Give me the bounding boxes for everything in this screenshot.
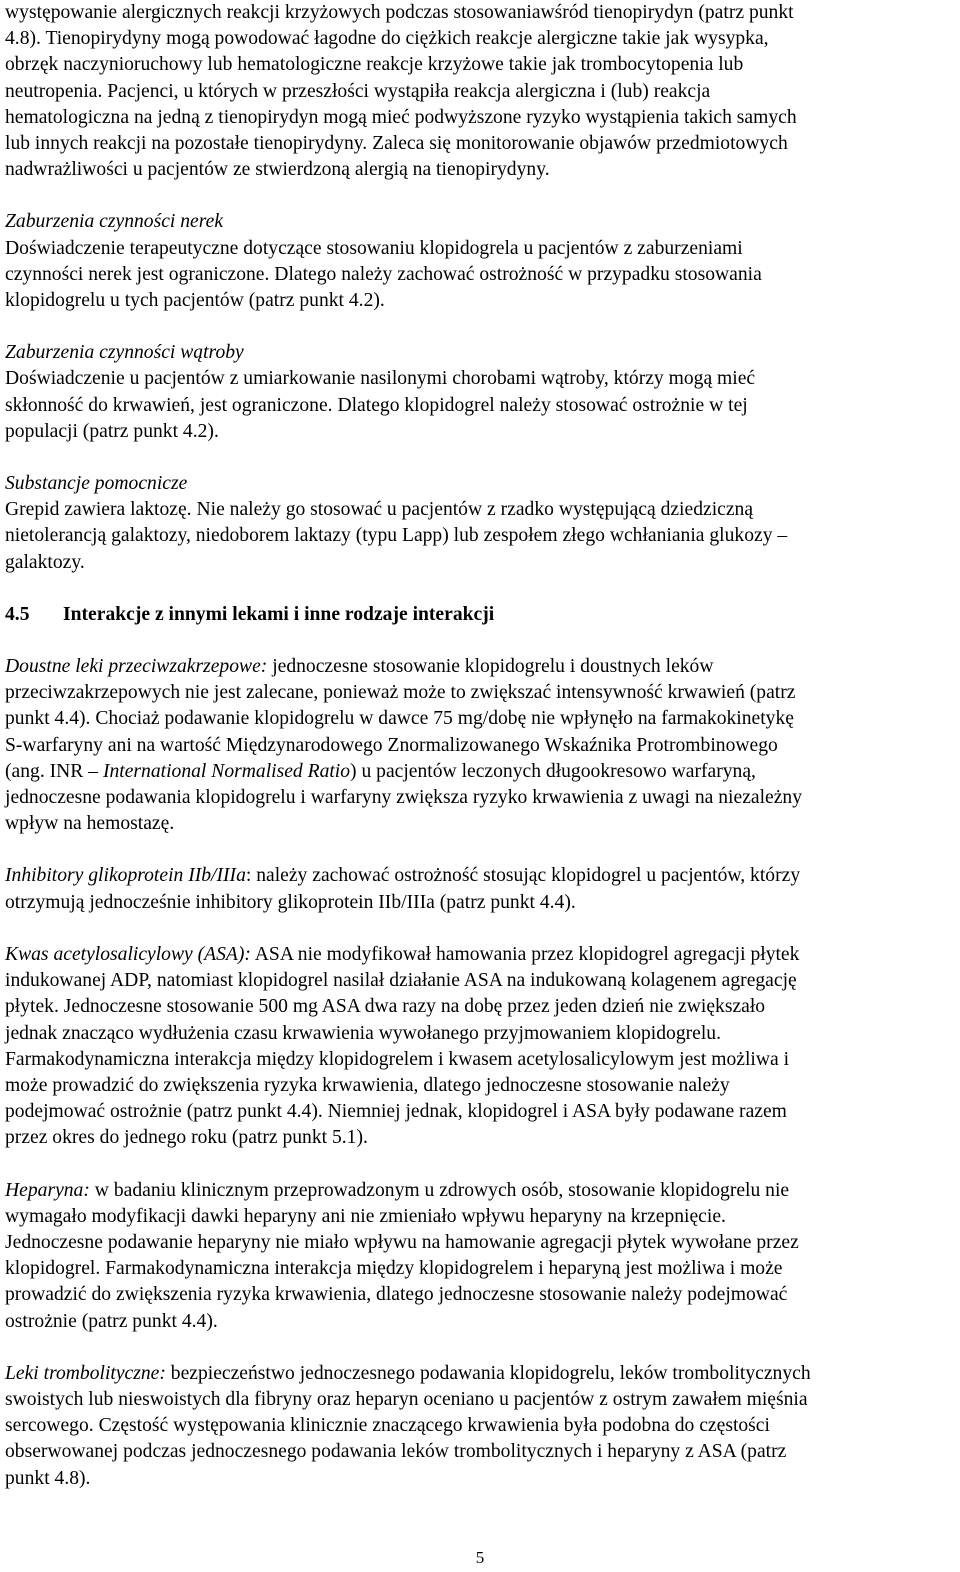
anticoagulants-line: przeciwzakrzepowych nie jest zalecane, ponieważ może to zwiększać intensywność krwawień (patrz [5,682,796,704]
anticoagulants-paragraph [5,654,955,837]
heparin-line: Jednoczesne podawanie heparyny nie miało wpływu na hamowanie agregacji płytek wywołane przez [5,1231,799,1253]
hepatic-line: skłonność do krwawień, jest ograniczone. Dlatego klopidogrel należy stosować ostrożnie w tej [5,394,748,416]
renal-line: czynności nerek jest ograniczone. Dlatego należy zachować ostrożność w przypadku stosowania [5,263,762,285]
asa-paragraph [5,942,955,1152]
anticoagulants-line: wpływ na hemostazę. [5,813,175,835]
thrombolytics-line: bezpieczeństwo jednoczesnego podawania klopidogrelu, leków trombolitycznych [165,1362,811,1384]
hepatic-line: populacji (patrz punkt 4.2). [5,420,219,442]
heparin-line: ostrożnie (patrz punkt 4.4). [5,1310,218,1332]
heparin-line: klopidogrel. Farmakodynamiczna interakcja między klopidogrelem i heparyną jest możliwa i może [5,1258,783,1280]
gp-inhibitors-label: Inhibitory glikoprotein IIb/IIIa [5,865,246,887]
excipients-line: Grepid zawiera laktozę. Nie należy go stosować u pacjentów z rzadko występującą dziedziczną [5,499,754,521]
anticoagulants-line: (ang. INR – [5,760,103,782]
renal-line: klopidogrelu u tych pacjentów (patrz punkt 4.2). [5,290,385,312]
asa-line: płytek. Jednoczesne stosowanie 500 mg ASA dwa razy na dobę przez jeden dzień nie zwiększało [5,996,766,1018]
anticoagulants-line: ) u pacjentów leczonych długookresowo warfaryną, [350,760,756,782]
asa-line: podejmować ostrożnie (patrz punkt 4.4). Niemniej jednak, klopidogrel i ASA były podawane razem [5,1101,787,1123]
section-title: Interakcje z innymi lekami i inne rodzaje interakcji [63,603,495,625]
inr-term: International Normalised Ratio [102,760,351,782]
heparin-paragraph [5,1178,955,1335]
hepatic-section [5,340,955,445]
thrombolytics-paragraph [5,1361,955,1492]
section-number: 4.5 [5,603,30,625]
heparin-line: wymagało modyfikacji dawki heparyny ani nie zmieniało wpływu heparyny na krzepnięcie. [5,1205,726,1227]
gp-inhibitors-line: otrzymują jednocześnie inhibitory glikoprotein IIb/IIIa (patrz punkt 4.4). [5,891,576,913]
asa-label: Kwas acetylosalicylowy (ASA): [5,943,251,965]
asa-line: Farmakodynamiczna interakcja między klopidogrelem i kwasem acetylosalicylowym jest możliwa i [5,1048,790,1070]
asa-line: może prowadzić do zwiększenia ryzyka krwawienia, dlatego jednoczesne stosowanie należy [5,1074,730,1096]
asa-line: ASA nie modyfikował hamowania przez klopidogrel agregacji płytek [250,943,800,965]
excipients-line: nietolerancją galaktozy, niedoborem laktazy (typu Lapp) lub zespołem złego wchłaniania glukozy – [5,525,788,547]
gp-inhibitors-paragraph [5,863,955,915]
intro-line: nadwrażliwości u pacjentów ze stwierdzoną alergią na tienopirydyny. [5,159,550,181]
excipients-line: galaktozy. [5,551,85,573]
excipients-heading: Substancje pomocnicze [5,473,188,495]
intro-line: lub innych reakcji na pozostałe tienopirydyny. Zaleca się monitorowanie objawów przedmiotowych [5,133,788,155]
anticoagulants-line: punkt 4.4). Chociaż podawanie klopidogrelu w dawce 75 mg/dobę nie wpłynęło na farmakokinetykę [5,708,794,730]
hepatic-line: Doświadczenie u pacjentów z umiarkowanie nasilonymi chorobami wątroby, którzy mogą mieć [5,368,756,390]
thrombolytics-label: Leki trombolityczne: [5,1362,166,1384]
anticoagulants-line: jednoczesne stosowanie klopidogrelu i doustnych leków [267,656,714,678]
anticoagulants-line: jednoczesne podawania klopidogrelu i warfaryny zwiększa ryzyko krwawienia z uwagi na niezależny [5,787,803,809]
asa-line: indukowanej ADP, natomiast klopidogrel nasilał działanie ASA na indukowaną kolagenem agregację [5,970,797,992]
renal-section [5,209,955,314]
gp-inhibitors-line: : należy zachować ostrożność stosując klopidogrel u pacjentów, którzy [245,865,801,887]
intro-line: obrzęk naczynioruchowy lub hematologiczne reakcje krzyżowe takie jak trombocytopenia lub [5,54,744,76]
thrombolytics-line: swoistych lub nieswoistych dla fibryny oraz heparyn oceniano u pacjentów z ostrym zawałem mięśnia [5,1388,808,1410]
document-page [5,0,955,1492]
anticoagulants-line: S-warfaryny ani na wartość Międzynarodowego Znormalizowanego Wskaźnika Protrombinowego [5,734,778,756]
thrombolytics-line: sercowego. Częstość występowania klinicznie znaczącego krwawienia była podobna do częstości [5,1415,770,1437]
intro-line: hematologiczna na jedną z tienopirydyn mogą mieć podwyższone ryzyko wystąpienia takich samych [5,106,797,128]
renal-line: Doświadczenie terapeutyczne dotyczące stosowaniu klopidogrela u pacjentów z zaburzeniami [5,237,743,259]
renal-heading: Zaburzenia czynności nerek [5,211,224,233]
section-heading-4-5 [5,602,955,628]
intro-line: 4.8). Tienopirydyny mogą powodować łagodne do ciężkich reakcje alergiczne takie jak wysypka, [5,28,769,50]
asa-line: jednak znacząco wydłużenia czasu krwawienia wywołanego przyjmowaniem klopidogrelu. [5,1022,721,1044]
intro-paragraph [5,0,955,183]
excipients-section [5,471,955,576]
hepatic-heading: Zaburzenia czynności wątroby [5,342,244,364]
heparin-line: prowadzić do zwiększenia ryzyka krwawienia, dlatego jednoczesne stosowanie należy podejmować [5,1284,788,1306]
intro-line: występowanie alergicznych reakcji krzyżowych podczas stosowaniawśród tienopirydyn (patrz punkt [5,2,794,23]
page-number: 5 [475,1548,485,1567]
thrombolytics-line: obserwowanej podczas jednoczesnego podawania leków trombolitycznych i heparyny z ASA (patrz [5,1441,787,1463]
asa-line: przez okres do jednego roku (patrz punkt 5.1). [5,1127,368,1149]
anticoagulants-label: Doustne leki przeciwzakrzepowe: [5,656,268,678]
intro-line: neutropenia. Pacjenci, u których w przeszłości wystąpiła reakcja alergiczna i (lub) reakcja [5,80,711,102]
heparin-line: w badaniu klinicznym przeprowadzonym u zdrowych osób, stosowanie klopidogrelu nie [89,1179,790,1201]
heparin-label: Heparyna: [5,1179,90,1201]
thrombolytics-line: punkt 4.8). [5,1467,91,1489]
